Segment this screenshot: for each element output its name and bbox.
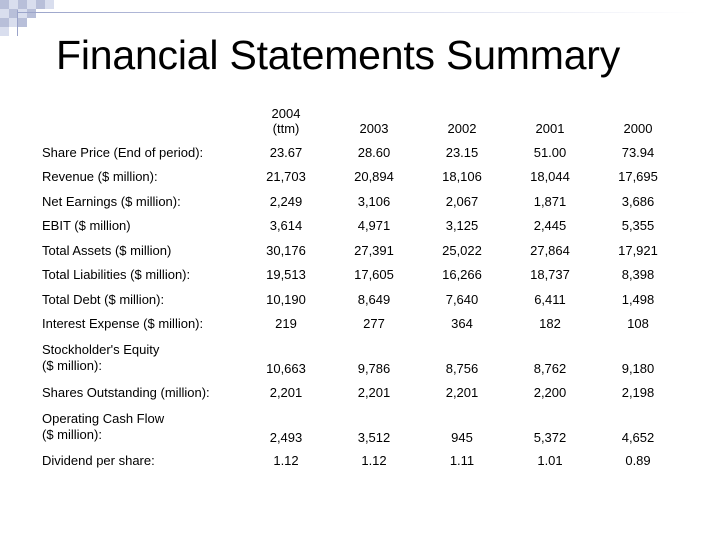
- cell-value: 2,445: [533, 218, 567, 234]
- cell-value: 18,737: [530, 267, 570, 283]
- header-rule: [18, 12, 698, 13]
- row-label: Revenue ($ million):: [42, 169, 158, 185]
- table-row: [38, 189, 682, 214]
- row-label: Total Debt ($ million):: [42, 291, 165, 307]
- row-label: Operating Cash Flow ($ million):: [42, 410, 165, 442]
- cell-value: 2,493: [269, 429, 303, 445]
- cell-value: 9,786: [357, 361, 391, 376]
- cell-value: 2,067: [445, 193, 479, 209]
- table-row: [38, 312, 682, 337]
- table-row: [38, 214, 682, 239]
- decorative-squares: [0, 0, 60, 40]
- cell-value: 23.15: [445, 144, 479, 160]
- cell-value: 3,106: [357, 193, 391, 209]
- table-row: [38, 405, 682, 449]
- cell-value: 51.00: [533, 144, 567, 160]
- cell-value: 3,125: [445, 218, 479, 234]
- cell-value: 30,176: [266, 242, 306, 258]
- col-header-2003: 2003: [359, 121, 389, 136]
- header-row: [38, 92, 682, 140]
- cell-value: 108: [627, 316, 649, 332]
- header-label-cell: [38, 92, 242, 140]
- col-header-2000: 2000: [623, 121, 653, 136]
- cell-value: 5,355: [621, 218, 655, 234]
- cell-value: 2,201: [445, 384, 479, 400]
- row-label: Stockholder's Equity ($ million):: [42, 342, 160, 373]
- cell-value: 8,398: [621, 267, 655, 283]
- cell-value: 2,201: [269, 384, 303, 400]
- cell-value: 2,198: [621, 384, 655, 400]
- row-label: Dividend per share:: [42, 453, 155, 469]
- col-header-2001: 2001: [535, 121, 565, 136]
- cell-value: 3,512: [357, 429, 391, 445]
- cell-value: 1.11: [449, 453, 475, 469]
- cell-value: 1.01: [537, 453, 563, 469]
- cell-value: 4,971: [357, 218, 391, 234]
- page-title: Financial Statements Summary: [56, 32, 621, 78]
- cell-value: 6,411: [534, 291, 566, 307]
- cell-value: 1.12: [361, 453, 387, 469]
- cell-value: 27,391: [354, 242, 394, 258]
- table-row: [38, 165, 682, 190]
- cell-value: 10,190: [266, 291, 306, 307]
- col-header-2002: 2002: [447, 121, 477, 136]
- header-vertical-rule: [17, 10, 18, 36]
- cell-value: 10,663: [266, 361, 306, 376]
- row-label: Interest Expense ($ million):: [42, 316, 204, 332]
- table-row: [38, 263, 682, 288]
- cell-value: 20,894: [354, 169, 394, 185]
- cell-value: 5,372: [533, 429, 567, 445]
- cell-value: 17,695: [618, 169, 658, 185]
- cell-value: 2,201: [357, 384, 391, 400]
- cell-value: 8,756: [445, 361, 479, 376]
- table-row: [38, 140, 682, 165]
- cell-value: 3,686: [621, 193, 655, 209]
- cell-value: 23.67: [269, 144, 303, 160]
- cell-value: 17,605: [354, 267, 394, 283]
- cell-value: 182: [539, 316, 561, 332]
- cell-value: 73.94: [621, 144, 655, 160]
- cell-value: 2,249: [269, 193, 303, 209]
- cell-value: 27,864: [530, 242, 570, 258]
- cell-value: 8,762: [533, 361, 567, 376]
- cell-value: 1,498: [621, 291, 655, 307]
- cell-value: 945: [451, 429, 473, 445]
- cell-value: 219: [275, 316, 297, 332]
- col-header-2004: 2004 (ttm): [271, 106, 301, 136]
- cell-value: 8,649: [357, 291, 391, 307]
- financial-summary-table: [38, 92, 682, 473]
- table-row: [38, 380, 682, 405]
- row-label: Share Price (End of period):: [42, 144, 204, 160]
- row-label: Net Earnings ($ million):: [42, 193, 181, 209]
- row-label: Total Assets ($ million): [42, 242, 172, 258]
- cell-value: 3,614: [269, 218, 303, 234]
- cell-value: 1.12: [273, 453, 299, 469]
- table-row: [38, 449, 682, 474]
- cell-value: 25,022: [442, 242, 482, 258]
- row-label: Shares Outstanding (million):: [42, 384, 210, 400]
- table-row: [38, 238, 682, 263]
- row-label: EBIT ($ million): [42, 218, 131, 234]
- table-row: [38, 287, 682, 312]
- cell-value: 19,513: [266, 267, 306, 283]
- cell-value: 28.60: [357, 144, 391, 160]
- cell-value: 18,106: [442, 169, 482, 185]
- row-label: Total Liabilities ($ million):: [42, 267, 191, 283]
- cell-value: 9,180: [621, 361, 655, 376]
- cell-value: 7,640: [445, 291, 479, 307]
- cell-value: 1,871: [533, 193, 567, 209]
- cell-value: 277: [363, 316, 385, 332]
- cell-value: 0.89: [625, 453, 651, 469]
- cell-value: 364: [451, 316, 473, 332]
- cell-value: 18,044: [530, 169, 570, 185]
- cell-value: 21,703: [266, 169, 306, 185]
- cell-value: 17,921: [618, 242, 658, 258]
- cell-value: 16,266: [442, 267, 482, 283]
- table-row: [38, 336, 682, 380]
- cell-value: 2,200: [533, 384, 567, 400]
- cell-value: 4,652: [621, 429, 655, 445]
